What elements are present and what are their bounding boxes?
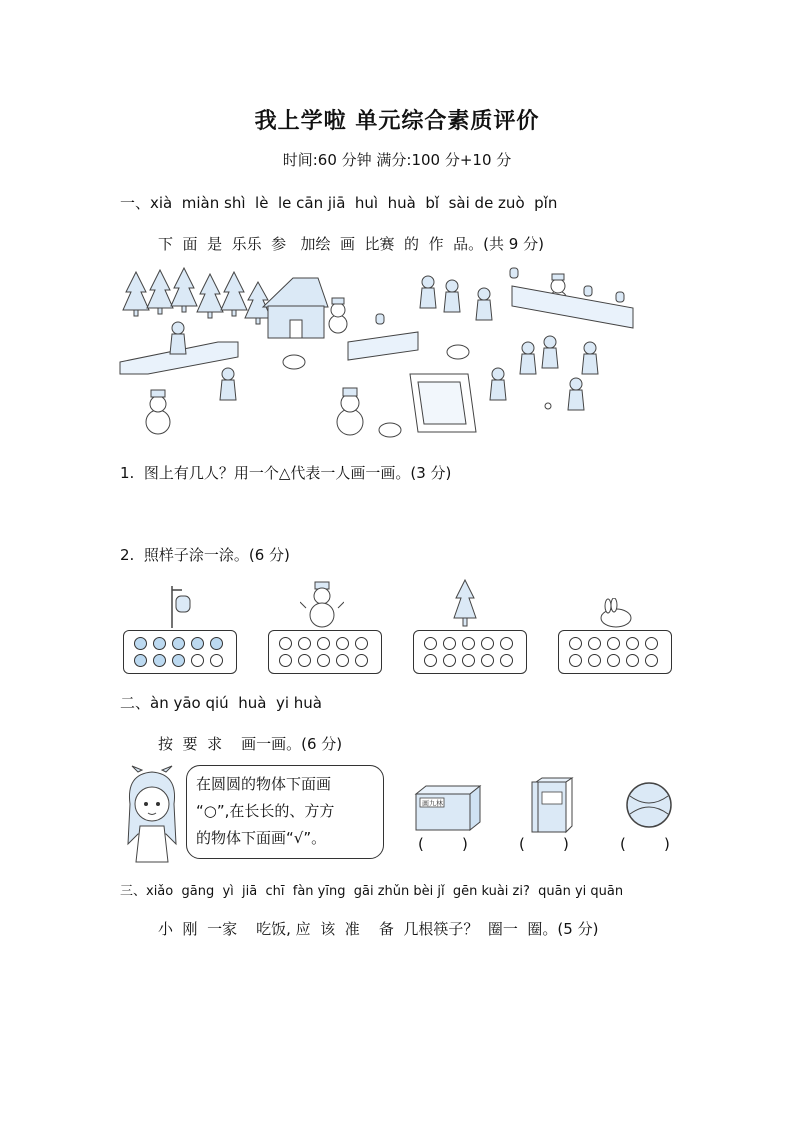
- answer-blank-book[interactable]: ( ): [519, 835, 569, 853]
- box-object-icon: [414, 784, 482, 832]
- coloring-dot[interactable]: [317, 637, 330, 650]
- coloring-dot[interactable]: [462, 654, 475, 667]
- coloring-dot[interactable]: [210, 637, 223, 650]
- coloring-dot[interactable]: [607, 654, 620, 667]
- coloring-dot[interactable]: [424, 637, 437, 650]
- coloring-dot[interactable]: [626, 637, 639, 650]
- dot-box-snowman: [268, 630, 382, 674]
- coloring-dot[interactable]: [153, 637, 166, 650]
- coloring-dot[interactable]: [298, 654, 311, 667]
- section1-text: 下 面 是 乐乐 参 加绘 画 比赛 的 作 品。(共 9 分): [158, 235, 544, 253]
- coloring-dot[interactable]: [355, 654, 368, 667]
- coloring-dot[interactable]: [172, 637, 185, 650]
- coloring-dot[interactable]: [172, 654, 185, 667]
- coloring-dot[interactable]: [500, 637, 513, 650]
- book-object-icon: [528, 776, 574, 834]
- coloring-dot[interactable]: [645, 637, 658, 650]
- dot-box-lantern: [123, 630, 237, 674]
- coloring-dot[interactable]: [481, 654, 494, 667]
- section3-text: 小 刚 一家 吃饭, 应 该 准 备 几根筷子？ 圈一 圈。(5 分): [158, 920, 599, 938]
- page-subtitle: 时间:60 分钟 满分:100 分+10 分: [282, 151, 512, 169]
- coloring-dot[interactable]: [134, 637, 147, 650]
- tree-icon: [123, 272, 149, 316]
- box-label: 画九林: [422, 799, 443, 808]
- coloring-dot[interactable]: [443, 637, 456, 650]
- coloring-dot[interactable]: [443, 654, 456, 667]
- speech-bubble-line: 的物体下面画“√”。: [196, 829, 327, 847]
- coloring-dot[interactable]: [279, 654, 292, 667]
- section1-pinyin: 一、xià miàn shì lè le cān jiā huì huà bǐ sài de zuò pǐn: [120, 194, 558, 212]
- question2: 2. 照样子涂一涂。(6 分): [120, 546, 290, 564]
- coloring-dot[interactable]: [317, 654, 330, 667]
- tree-icon: [452, 578, 478, 628]
- coloring-dot[interactable]: [569, 637, 582, 650]
- rabbit-icon: [596, 598, 636, 628]
- coloring-dot[interactable]: [462, 637, 475, 650]
- coloring-dot[interactable]: [424, 654, 437, 667]
- coloring-dot[interactable]: [134, 654, 147, 667]
- coloring-dot[interactable]: [298, 637, 311, 650]
- answer-blank-box[interactable]: ( ): [418, 835, 468, 853]
- coloring-dot[interactable]: [588, 654, 601, 667]
- coloring-dot[interactable]: [153, 654, 166, 667]
- girl-avatar: [118, 764, 188, 864]
- coloring-dot[interactable]: [191, 637, 204, 650]
- ball-object-icon: [624, 780, 674, 830]
- question1: 1. 图上有几人？用一个△代表一人画一画。(3 分): [120, 464, 452, 482]
- coloring-dot[interactable]: [336, 637, 349, 650]
- coloring-dot[interactable]: [336, 654, 349, 667]
- winter-scene-illustration: [118, 262, 638, 442]
- coloring-dot[interactable]: [569, 654, 582, 667]
- coloring-dot[interactable]: [279, 637, 292, 650]
- snowman-icon: [300, 580, 344, 628]
- dot-box-tree: [413, 630, 527, 674]
- page-title: 我上学啦 单元综合素质评价: [254, 109, 540, 134]
- coloring-dot[interactable]: [191, 654, 204, 667]
- coloring-dot[interactable]: [588, 637, 601, 650]
- section3-pinyin: 三、xiǎo gāng yì jiā chī fàn yīng gāi zhǔn bèi jǐ gēn kuài zi? quān yi quān: [120, 884, 624, 899]
- lantern-icon: [168, 584, 198, 630]
- coloring-dot[interactable]: [607, 637, 620, 650]
- speech-bubble-text: [196, 771, 386, 852]
- coloring-dot[interactable]: [645, 654, 658, 667]
- speech-bubble-line: 在圆圆的物体下面画: [196, 775, 332, 793]
- answer-blank-ball[interactable]: ( ): [620, 835, 670, 853]
- coloring-dot[interactable]: [481, 637, 494, 650]
- coloring-dot[interactable]: [626, 654, 639, 667]
- coloring-dot[interactable]: [355, 637, 368, 650]
- coloring-dot[interactable]: [210, 654, 223, 667]
- section2-text: 按 要 求 画一画。(6 分): [158, 735, 343, 753]
- speech-bubble-line: “○”,在长长的、方方: [196, 802, 335, 820]
- section2-pinyin: 二、àn yāo qiú huà yi huà: [120, 694, 322, 712]
- dot-box-rabbit: [558, 630, 672, 674]
- coloring-dot[interactable]: [500, 654, 513, 667]
